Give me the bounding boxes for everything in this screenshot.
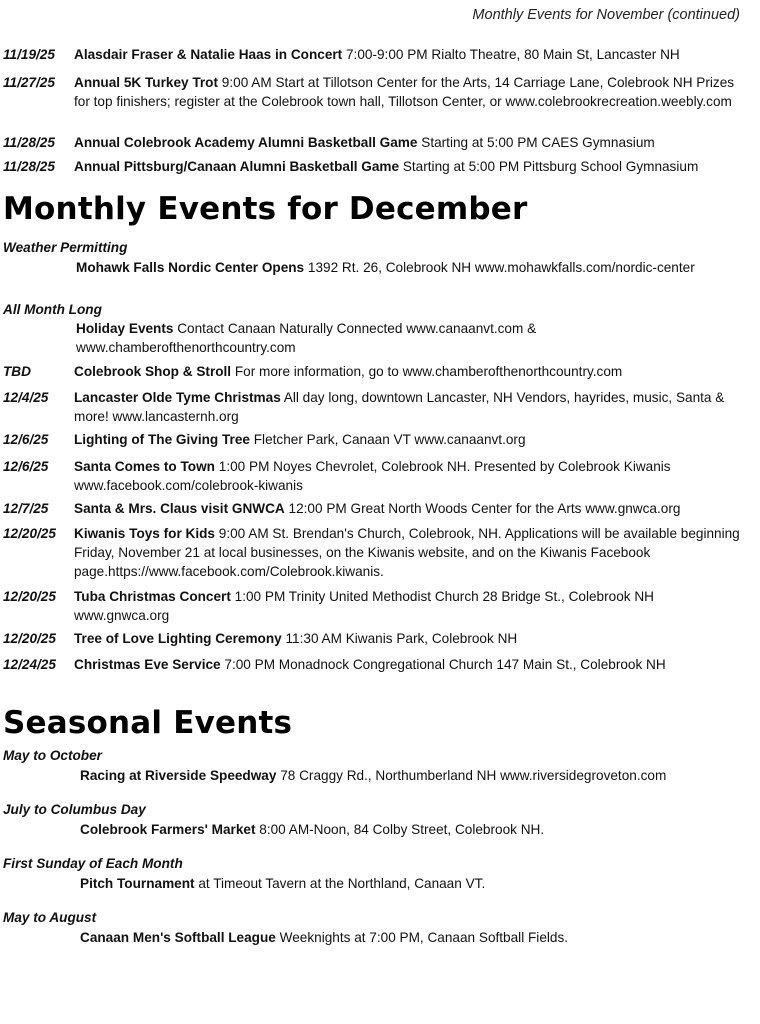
event-period: May to October: [3, 748, 102, 763]
event-date: 12/20/25: [3, 631, 56, 646]
event-title: Annual Pittsburg/Canaan Alumni Basketball Game: [74, 159, 400, 174]
event-date: 11/19/25: [3, 47, 55, 62]
event-date: 12/6/25: [3, 432, 49, 447]
event-period: First Sunday of Each Month: [3, 856, 183, 871]
event-detail: All day long, downtown Lancaster, NH Vendors, hayrides, music, Santa & more! www.lancasternh.org: [74, 390, 725, 424]
list-item: [3, 430, 750, 449]
event-detail: 11:30 AM Kiwanis Park, Colebrook NH: [285, 631, 518, 646]
event-title: Colebrook Shop & Stroll: [74, 364, 232, 379]
event-period: Weather Permitting: [3, 240, 128, 255]
event-date: 12/7/25: [3, 501, 49, 516]
list-item: [80, 874, 750, 893]
event-detail: For more information, go to www.chamberofthenorthcountry.com: [234, 364, 623, 379]
event-period: May to August: [3, 910, 97, 925]
event-detail: Starting at 5:00 PM Pittsburg School Gymnasium: [402, 159, 699, 174]
running-head: Monthly Events for November (continued): [472, 7, 740, 23]
event-detail: 9:00 AM St. Brendan's Church, Colebrook, NH. Applications will be available beginning Friday, November 21 at local businesses, on the Kiwanis website, and on the Kiwanis Facebook page.https://www.facebook.com/Colebrook.kiwanis.: [74, 526, 740, 579]
event-detail: 1:00 PM Trinity United Methodist Church 28 Bridge St., Colebrook NH www.gnwca.org: [74, 589, 654, 623]
event-detail: 1:00 PM Noyes Chevrolet, Colebrook NH. Presented by Colebrook Kiwanis www.facebook.com/colebrook-kiwanis: [74, 459, 671, 493]
list-item: [76, 258, 750, 277]
list-item: [80, 820, 750, 839]
event-title: Santa & Mrs. Claus visit GNWCA: [74, 501, 285, 516]
list-item: [80, 928, 750, 947]
event-title: Racing at Riverside Speedway: [80, 768, 277, 783]
event-detail: Contact Canaan Naturally Connected www.canaanvt.com & www.chamberofthenorthcountry.com: [76, 321, 537, 355]
event-detail: at Timeout Tavern at the Northland, Canaan VT.: [198, 876, 486, 891]
list-item: [3, 457, 750, 495]
list-item: [80, 766, 750, 785]
list-item: [3, 587, 750, 625]
event-date: TBD: [3, 364, 31, 379]
list-item: [3, 388, 750, 426]
list-item: [3, 133, 750, 152]
list-item: [3, 362, 750, 381]
event-detail: 7:00 PM Monadnock Congregational Church 147 Main St., Colebrook NH: [224, 657, 666, 672]
event-date: 12/4/25: [3, 390, 49, 405]
event-detail: 78 Craggy Rd., Northumberland NH www.riversidegroveton.com: [280, 768, 667, 783]
list-item: [3, 655, 750, 674]
event-title: Annual 5K Turkey Trot: [74, 75, 219, 90]
event-title: Lancaster Olde Tyme Christmas: [74, 390, 281, 405]
event-detail: Starting at 5:00 PM CAES Gymnasium: [421, 135, 655, 150]
list-item: [3, 45, 750, 64]
event-detail: 8:00 AM-Noon, 84 Colby Street, Colebrook NH.: [259, 822, 545, 837]
seasonal-heading: Seasonal Events: [3, 705, 293, 741]
event-title: Santa Comes to Town: [74, 459, 215, 474]
event-date: 12/20/25: [3, 526, 56, 541]
event-title: Colebrook Farmers' Market: [80, 822, 256, 837]
event-detail: Fletcher Park, Canaan VT www.canaanvt.org: [253, 432, 526, 447]
event-period: All Month Long: [3, 302, 102, 317]
list-item: [3, 499, 750, 518]
event-title: Canaan Men's Softball League: [80, 930, 276, 945]
list-item: [76, 319, 750, 357]
event-detail: 7:00-9:00 PM Rialto Theatre, 80 Main St, Lancaster NH: [346, 47, 680, 62]
event-detail: Weeknights at 7:00 PM, Canaan Softball Fields.: [279, 930, 569, 945]
event-detail: 1392 Rt. 26, Colebrook NH www.mohawkfalls.com/nordic-center: [307, 260, 695, 275]
event-title: Alasdair Fraser & Natalie Haas in Concert: [74, 47, 343, 62]
event-date: 11/27/25: [3, 75, 55, 90]
event-date: 12/6/25: [3, 459, 49, 474]
event-date: 11/28/25: [3, 159, 55, 174]
event-title: Mohawk Falls Nordic Center Opens: [76, 260, 305, 275]
event-period: July to Columbus Day: [3, 802, 146, 817]
list-item: [3, 629, 750, 648]
event-date: 12/20/25: [3, 589, 56, 604]
december-heading: Monthly Events for December: [3, 191, 528, 227]
list-item: [3, 73, 750, 111]
event-title: Tuba Christmas Concert: [74, 589, 231, 604]
event-date: 11/28/25: [3, 135, 55, 150]
event-detail: 9:00 AM Start at Tillotson Center for the Arts, 14 Carriage Lane, Colebrook NH Prizes for top finishers; register at the Colebrook town hall, Tillotson Center, or www.colebrookrecreation.weebly.com: [74, 75, 735, 109]
event-title: Tree of Love Lighting Ceremony: [74, 631, 282, 646]
event-title: Lighting of The Giving Tree: [74, 432, 250, 447]
event-title: Annual Colebrook Academy Alumni Basketball Game: [74, 135, 418, 150]
event-title: Kiwanis Toys for Kids: [74, 526, 215, 541]
list-item: [3, 524, 750, 581]
event-title: Holiday Events: [76, 321, 174, 336]
event-detail: 12:00 PM Great North Woods Center for the Arts www.gnwca.org: [288, 501, 681, 516]
event-title: Christmas Eve Service: [74, 657, 221, 672]
event-title: Pitch Tournament: [80, 876, 195, 891]
event-date: 12/24/25: [3, 657, 56, 672]
list-item: [3, 157, 750, 176]
